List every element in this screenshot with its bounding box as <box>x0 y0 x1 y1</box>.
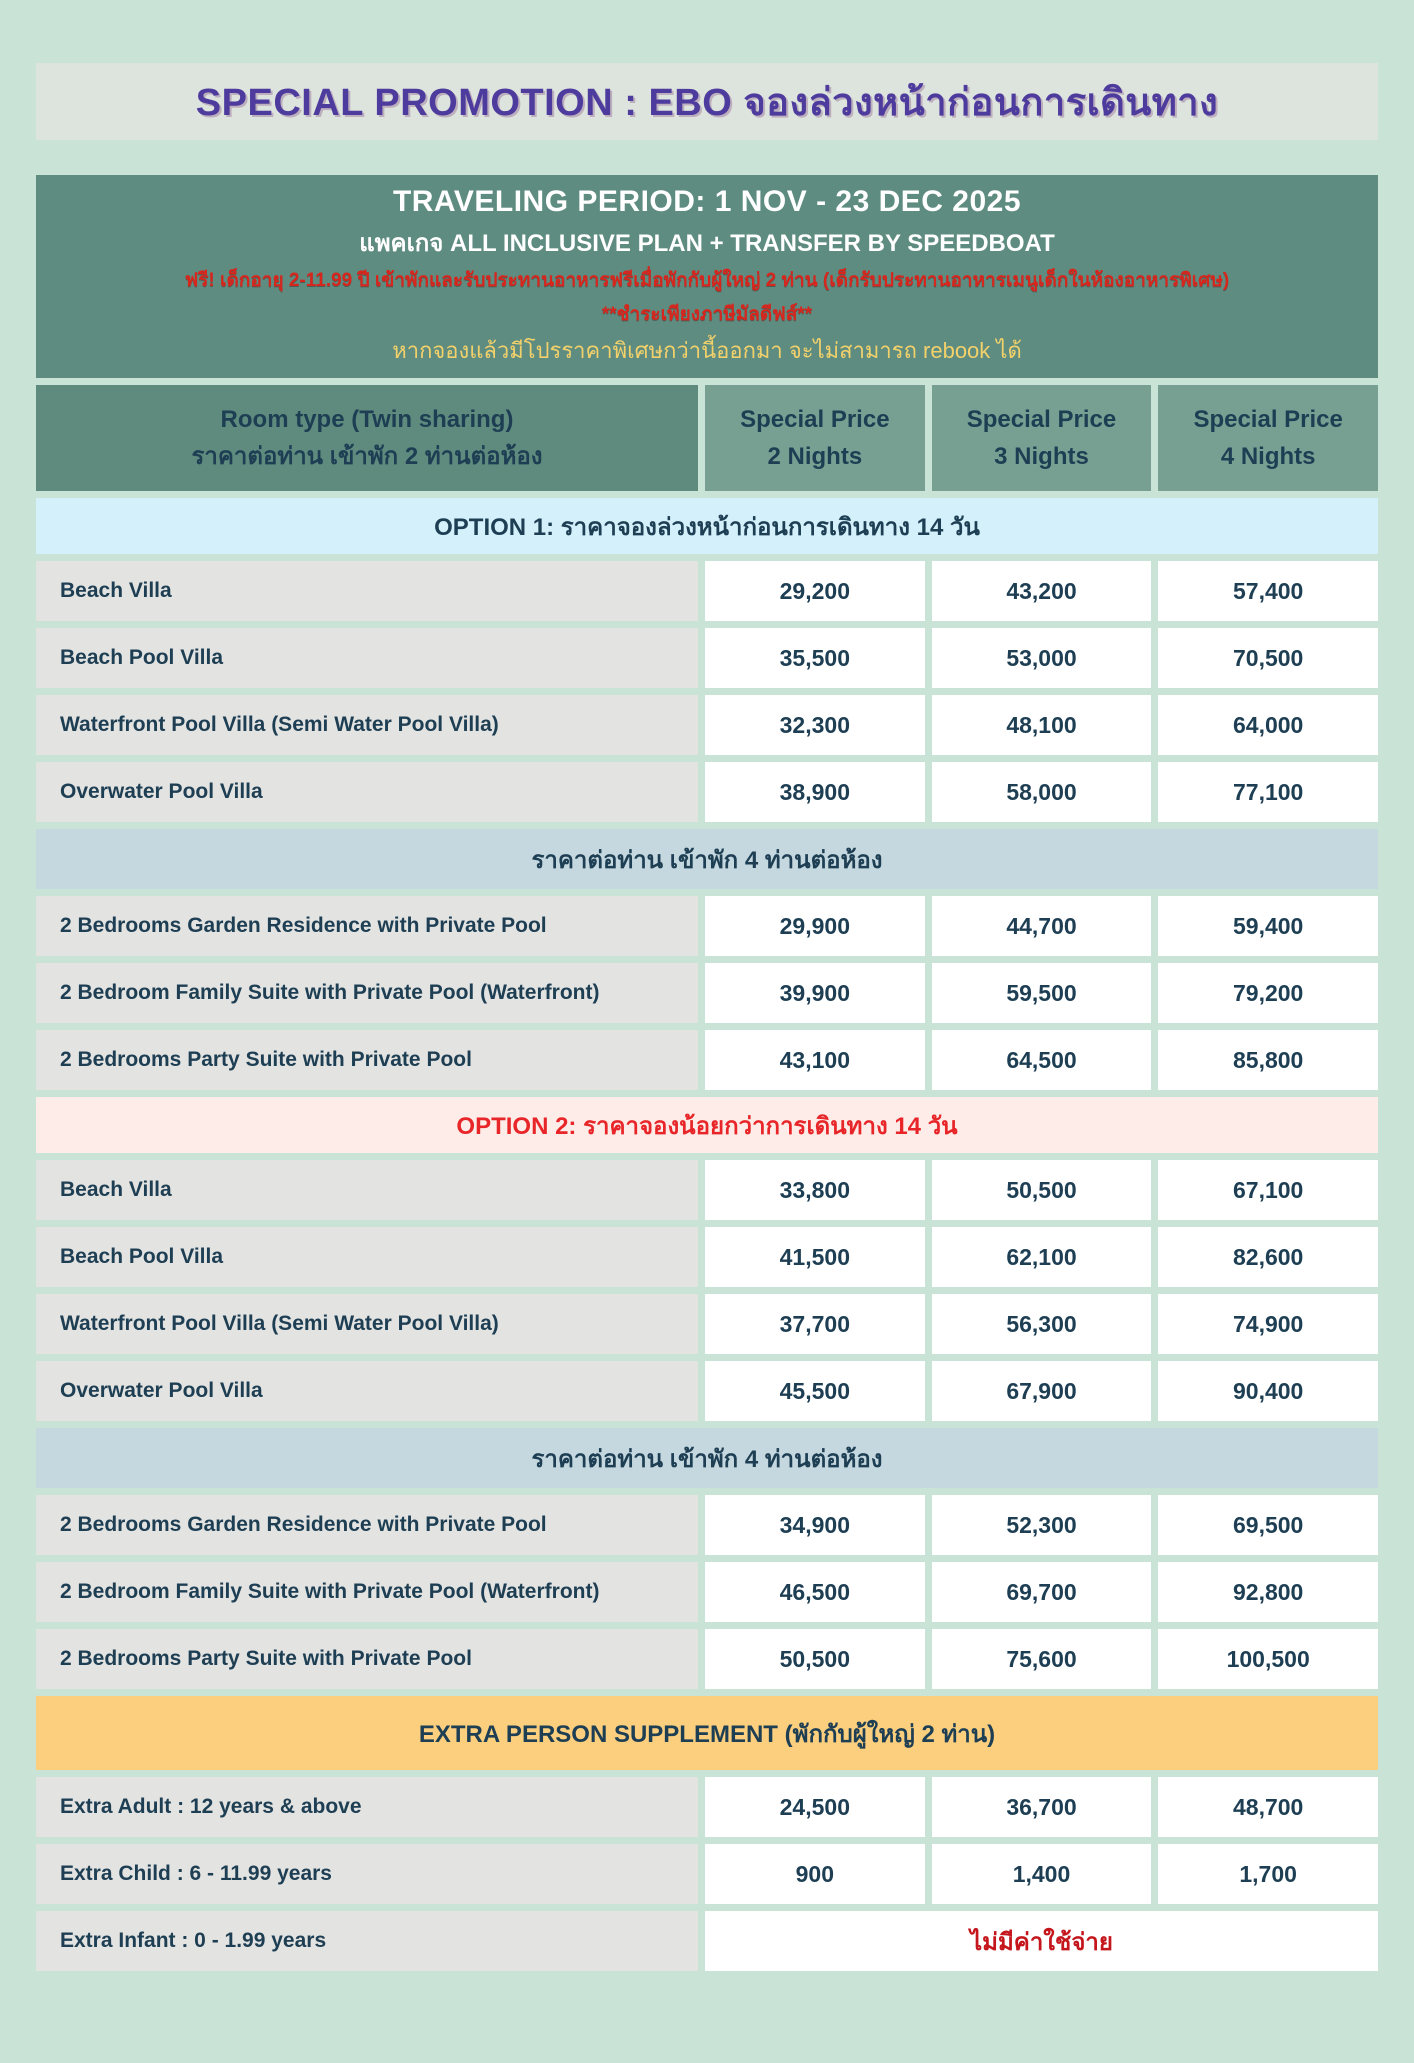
table-row <box>36 896 1378 956</box>
price-cell: 29,900 <box>705 896 925 956</box>
table-row <box>36 1227 1378 1287</box>
traveling-period-text: TRAVELING PERIOD: 1 NOV - 23 DEC 2025 <box>392 184 1022 218</box>
price-cell: 1,700 <box>1158 1844 1378 1904</box>
promo-title-bar <box>36 63 1378 140</box>
price-cell: 38,900 <box>705 762 925 822</box>
price-header-4n <box>1158 385 1378 491</box>
price-cell: 900 <box>705 1844 925 1904</box>
price-cell: 46,500 <box>705 1562 925 1622</box>
price-cell: 53,000 <box>932 628 1152 688</box>
free-child-note: ฟรี! เด็กอายุ 2-11.99 ปี เข้าพักและรับประทานอาหารฟรีเมื่อพักกับผู้ใหญ่ 2 ท่าน (เด็กรับประทานอาหารเมนูเด็กในห้องอาหารพิเศษ) <box>184 270 1230 292</box>
table-row <box>36 1495 1378 1555</box>
room-type-header-th: ราคาต่อท่าน เข้าพัก 2 ท่านต่อห้อง <box>191 443 543 470</box>
price-cell: 69,700 <box>932 1562 1152 1622</box>
table-row <box>36 628 1378 688</box>
price-cell: 33,800 <box>705 1160 925 1220</box>
room-type-cell: Waterfront Pool Villa (Semi Water Pool Villa) <box>36 695 698 755</box>
table-row <box>36 1030 1378 1090</box>
price-header-label: Special Price <box>740 405 890 433</box>
price-header-2n <box>705 385 925 491</box>
price-cell: 59,500 <box>932 963 1152 1023</box>
price-cell: 64,000 <box>1158 695 1378 755</box>
price-cell: 70,500 <box>1158 628 1378 688</box>
price-cell: 58,000 <box>932 762 1152 822</box>
room-type-cell: Overwater Pool Villa <box>36 762 698 822</box>
price-cell: 52,300 <box>932 1495 1152 1555</box>
table-row <box>36 1361 1378 1421</box>
table-row <box>36 1629 1378 1689</box>
price-cell: 45,500 <box>705 1361 925 1421</box>
price-cell: 59,400 <box>1158 896 1378 956</box>
price-header-3n <box>932 385 1152 491</box>
table-row <box>36 1777 1378 1837</box>
price-cell: 43,100 <box>705 1030 925 1090</box>
price-cell: 35,500 <box>705 628 925 688</box>
price-cell: 77,100 <box>1158 762 1378 822</box>
price-cell: 39,900 <box>705 963 925 1023</box>
room-type-cell: Extra Adult : 12 years & above <box>36 1777 698 1837</box>
table-row <box>36 695 1378 755</box>
option1-4pax-subheader: ราคาต่อท่าน เข้าพัก 4 ท่านต่อห้อง <box>36 829 1378 889</box>
price-cell: 43,200 <box>932 561 1152 621</box>
room-type-header <box>36 385 698 491</box>
extra-person-band: EXTRA PERSON SUPPLEMENT (พักกับผู้ใหญ่ 2 ท่าน) <box>36 1696 1378 1770</box>
price-header-label: Special Price <box>1193 405 1343 433</box>
price-cell: 32,300 <box>705 695 925 755</box>
option1-rows-2pax <box>36 561 1378 822</box>
room-type-header-en: Room type (Twin sharing) <box>220 405 514 433</box>
table-row <box>36 762 1378 822</box>
room-type-cell: 2 Bedroom Family Suite with Private Pool (Waterfront) <box>36 1562 698 1622</box>
price-header-nights: 4 Nights <box>1220 443 1316 470</box>
room-type-cell: Extra Infant : 0 - 1.99 years <box>36 1911 698 1971</box>
package-text: แพคเกจ ALL INCLUSIVE PLAN + TRANSFER BY SPEEDBOAT <box>359 229 1055 257</box>
room-type-cell: 2 Bedroom Family Suite with Private Pool (Waterfront) <box>36 963 698 1023</box>
room-type-cell: 2 Bedrooms Party Suite with Private Pool <box>36 1030 698 1090</box>
price-cell: 48,700 <box>1158 1777 1378 1837</box>
price-cell: 37,700 <box>705 1294 925 1354</box>
price-cell: 44,700 <box>932 896 1152 956</box>
price-cell: 62,100 <box>932 1227 1152 1287</box>
extra-person-rows <box>36 1777 1378 1971</box>
table-row <box>36 1911 1378 1971</box>
rebook-note: หากจองแล้วมีโปรราคาพิเศษกว่านี้ออกมา จะไม่สามารถ rebook ได้ <box>392 338 1022 364</box>
room-type-cell: Extra Child : 6 - 11.99 years <box>36 1844 698 1904</box>
room-type-cell: Beach Villa <box>36 1160 698 1220</box>
table-row <box>36 963 1378 1023</box>
table-row <box>36 1562 1378 1622</box>
price-cell: 90,400 <box>1158 1361 1378 1421</box>
room-type-cell: Overwater Pool Villa <box>36 1361 698 1421</box>
price-cell: 48,100 <box>932 695 1152 755</box>
price-cell: 57,400 <box>1158 561 1378 621</box>
table-row <box>36 1160 1378 1220</box>
price-cell: 41,500 <box>705 1227 925 1287</box>
table-row <box>36 561 1378 621</box>
option2-4pax-subheader: ราคาต่อท่าน เข้าพัก 4 ท่านต่อห้อง <box>36 1428 1378 1488</box>
price-cell: 75,600 <box>932 1629 1152 1689</box>
price-cell: 67,100 <box>1158 1160 1378 1220</box>
room-type-cell: Waterfront Pool Villa (Semi Water Pool Villa) <box>36 1294 698 1354</box>
option2-band: OPTION 2: ราคาจองน้อยกว่าการเดินทาง 14 วัน <box>36 1097 1378 1153</box>
price-cell: 79,200 <box>1158 963 1378 1023</box>
room-type-cell: Beach Pool Villa <box>36 628 698 688</box>
price-cell: 34,900 <box>705 1495 925 1555</box>
option2-rows-4pax <box>36 1495 1378 1689</box>
room-type-cell: Beach Pool Villa <box>36 1227 698 1287</box>
price-cell: 1,400 <box>932 1844 1152 1904</box>
table-row <box>36 1294 1378 1354</box>
option2-rows-2pax <box>36 1160 1378 1421</box>
room-type-cell: 2 Bedrooms Garden Residence with Private Pool <box>36 1495 698 1555</box>
price-header-nights: 3 Nights <box>994 443 1089 470</box>
room-type-cell: 2 Bedrooms Party Suite with Private Pool <box>36 1629 698 1689</box>
price-cell: 29,200 <box>705 561 925 621</box>
room-type-cell: Beach Villa <box>36 561 698 621</box>
option1-rows-4pax <box>36 896 1378 1090</box>
tax-note: **ชำระเพียงภาษีมัลดีฟส์** <box>601 304 813 326</box>
price-cell: 24,500 <box>705 1777 925 1837</box>
price-cell: 92,800 <box>1158 1562 1378 1622</box>
traveling-period-banner <box>36 175 1378 378</box>
option1-band: OPTION 1: ราคาจองล่วงหน้าก่อนการเดินทาง 14 วัน <box>36 498 1378 554</box>
price-cell: 67,900 <box>932 1361 1152 1421</box>
price-header-label: Special Price <box>966 405 1117 433</box>
price-cell: 100,500 <box>1158 1629 1378 1689</box>
room-type-cell: 2 Bedrooms Garden Residence with Private Pool <box>36 896 698 956</box>
price-cell: 56,300 <box>932 1294 1152 1354</box>
page-title: SPECIAL PROMOTION : EBO จองล่วงหน้าก่อนการเดินทาง <box>195 82 1219 124</box>
price-cell: 82,600 <box>1158 1227 1378 1287</box>
price-cell: 85,800 <box>1158 1030 1378 1090</box>
price-cell: 64,500 <box>932 1030 1152 1090</box>
price-header-nights: 2 Nights <box>767 443 863 470</box>
table-row <box>36 1844 1378 1904</box>
price-cell: 74,900 <box>1158 1294 1378 1354</box>
price-cell: 36,700 <box>932 1777 1152 1837</box>
price-cell: 50,500 <box>932 1160 1152 1220</box>
price-table <box>36 385 1378 1971</box>
price-cell: 69,500 <box>1158 1495 1378 1555</box>
table-header-row <box>36 385 1378 491</box>
no-charge-cell: ไม่มีค่าใช้จ่าย <box>705 1911 1378 1971</box>
price-cell: 50,500 <box>705 1629 925 1689</box>
